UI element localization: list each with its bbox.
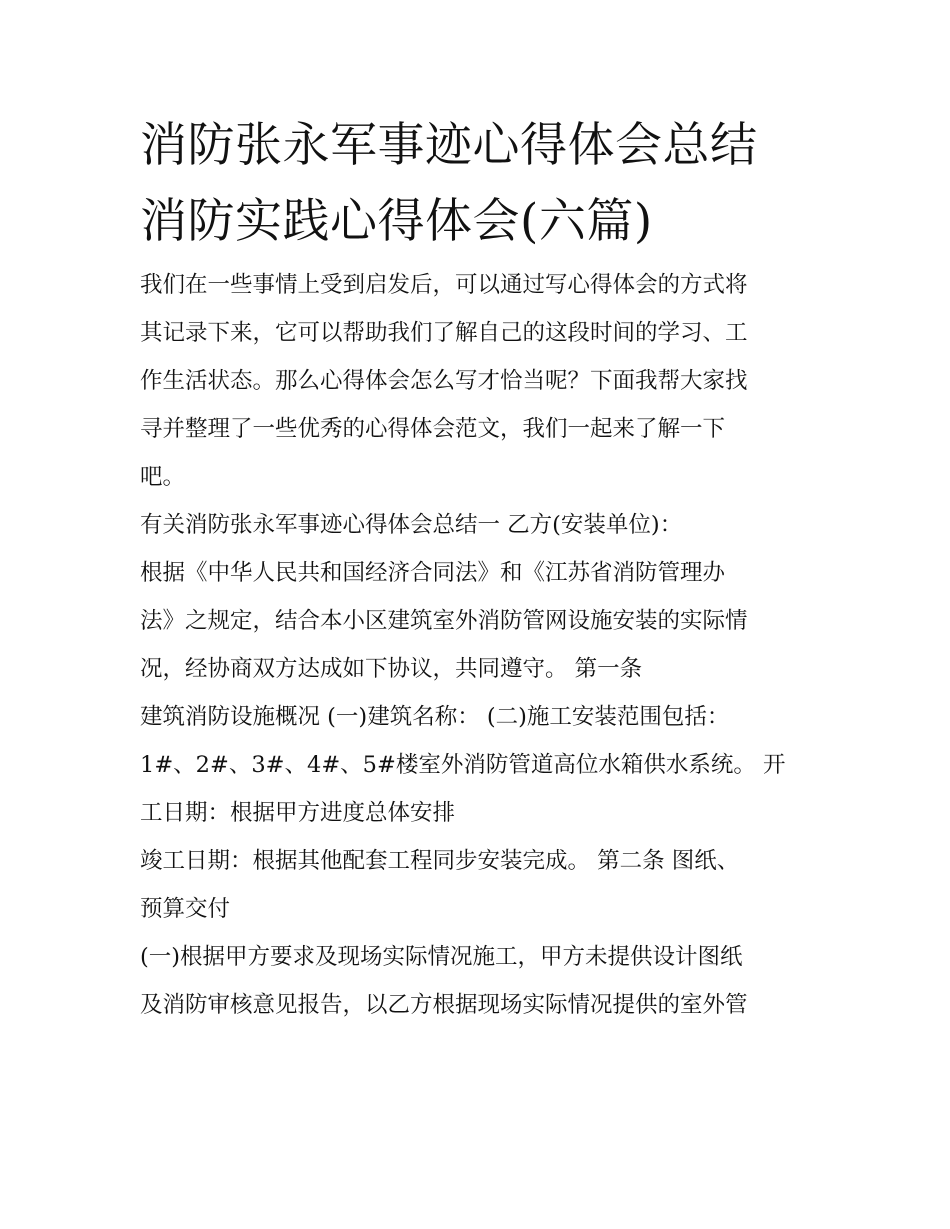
- body-line-14: 预算交付: [140, 896, 231, 922]
- body-line-16: 及消防审核意见报告，以乙方根据现场实际情况提供的室外管: [140, 992, 748, 1018]
- body-line-3: 作生活状态。那么心得体会怎么写才恰当呢？下面我帮大家找: [140, 368, 748, 394]
- body-line-13: 竣工日期：根据其他配套工程同步安装完成。 第二条 图纸、: [140, 848, 740, 874]
- body-line-10: 建筑消防设施概况 (一)建筑名称： (二)施工安装范围包括：: [140, 704, 730, 730]
- body-line-2: 其记录下来，它可以帮助我们了解自己的这段时间的学习、工: [140, 320, 748, 346]
- body-line-8: 法》之规定，结合本小区建筑室外消防管网设施安装的实际情: [140, 608, 748, 634]
- body-line-6: 有关消防张永军事迹心得体会总结一 乙方(安装单位)：: [140, 512, 683, 538]
- body-line-9: 况，经协商双方达成如下协议，共同遵守。 第一条: [140, 656, 643, 682]
- document-body: [140, 266, 820, 1024]
- title-line-1: 消防张永军事迹心得体会总结: [140, 118, 758, 173]
- body-line-1: 我们在一些事情上受到启发后，可以通过写心得体会的方式将: [140, 272, 748, 298]
- title-line-2: 消防实践心得体会(六篇): [140, 194, 653, 249]
- body-line-12: 工日期：根据甲方进度总体安排: [140, 800, 456, 826]
- body-line-15: (一)根据甲方要求及现场实际情况施工，甲方未提供设计图纸: [140, 944, 743, 970]
- document-title: [140, 108, 820, 260]
- document-page: [140, 108, 820, 1024]
- body-line-4: 寻并整理了一些优秀的心得体会范文，我们一起来了解一下: [140, 416, 726, 442]
- body-line-11: 1#、2#、3#、4#、5#楼室外消防管道高位水箱供水系统。 开: [140, 752, 786, 778]
- body-line-7: 根据《中华人民共和国经济合同法》和《江苏省消防管理办: [140, 560, 726, 586]
- body-line-5: 吧。: [140, 464, 186, 490]
